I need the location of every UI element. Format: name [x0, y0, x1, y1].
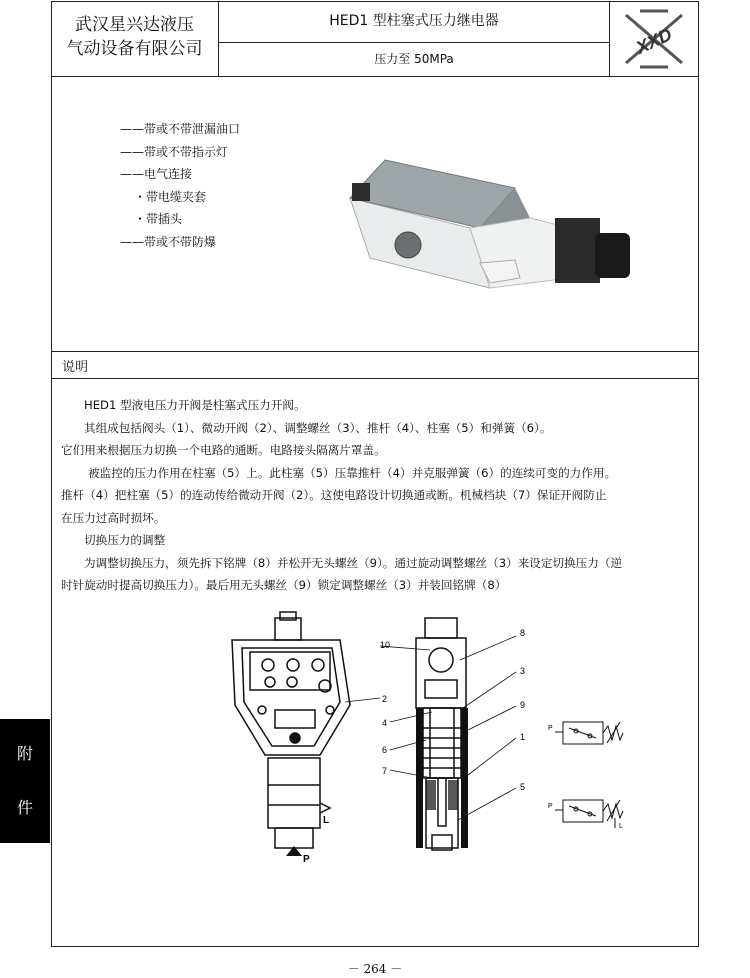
company-name-line2: 气动设备有限公司	[66, 39, 203, 59]
logo-text: XXD	[633, 24, 675, 58]
technical-diagram	[220, 610, 640, 880]
section-view-drawing	[416, 618, 466, 850]
feature-item: ・带插头	[134, 212, 183, 226]
description-line: 其组成包括阀头（1）、微动开阀（2）、调整螺丝（3）、推杆（4）、柱塞（5）和弹簧（6）。	[84, 420, 552, 435]
appendix-tab-char: 附	[16, 744, 33, 763]
description-line: 时针旋动时提高切换压力）。最后用无头螺丝（9）锁定调整螺丝（3）并装回铭牌（8）	[61, 578, 507, 592]
description-line: HED1 型液电压力开阀是柱塞式压力开阀。	[84, 398, 306, 412]
label-divider	[51, 378, 699, 379]
front-view-drawing	[232, 612, 350, 848]
callout-label: 3	[520, 666, 526, 676]
symbol-lower-p-label: P	[548, 803, 553, 810]
callout-label: 6	[382, 745, 388, 755]
feature-item: ・带电缆夹套	[134, 189, 207, 204]
header-divider	[51, 76, 699, 77]
symbol-lower-l-label: L	[619, 823, 623, 830]
port-p-label: P	[303, 854, 310, 865]
description-line: 被监控的压力作用在柱塞（5）上。此柱塞（5）压靠推杆（4）并克服弹簧（6）的连续可变的力作用。	[88, 465, 617, 480]
company-name-line1: 武汉星兴达液压	[75, 15, 194, 35]
appendix-tab	[0, 719, 50, 843]
description-line: 推杆（4）把柱塞（5）的连动传给微动开阀（2）。这使电路设计切换通或断。机械档块（7）保证开阀防止	[61, 488, 607, 502]
hydraulic-symbol-lower	[555, 800, 623, 828]
callout-label: 4	[382, 718, 388, 728]
company-logo	[609, 1, 699, 77]
description-text	[61, 394, 692, 597]
feature-item: ——电气连接	[120, 167, 193, 181]
photo-divider	[51, 351, 699, 352]
callout-label: 10	[380, 640, 391, 650]
description-line: 在压力过高时损坏。	[61, 510, 166, 525]
product-subtitle: 压力至 50MPa	[374, 52, 454, 66]
callout-label: 9	[520, 700, 526, 710]
feature-item: ——带或不带指示灯	[120, 144, 229, 159]
product-photo	[330, 148, 650, 298]
product-title: HED1 型柱塞式压力继电器	[219, 1, 609, 43]
feature-item: ——带或不带泄漏油口	[120, 122, 241, 136]
page-number: － 264 －	[347, 962, 403, 976]
hydraulic-symbol-upper	[555, 722, 623, 744]
description-line: 切换压力的调整	[84, 533, 166, 547]
description-line: 它们用来根据压力切换一个电路的通断。电路接头隔离片罩盖。	[61, 443, 386, 457]
section-label: 说明	[62, 360, 89, 375]
feature-item: ——带或不带防爆	[120, 234, 217, 249]
callout-label: 2	[382, 694, 388, 704]
callout-label: 7	[382, 766, 388, 776]
callout-label: 5	[520, 782, 526, 792]
callout-label: 8	[520, 628, 526, 638]
port-l-label: L	[323, 815, 330, 826]
description-line: 为调整切换压力，须先拆下铭牌（8）并松开无头螺丝（9）。通过旋动调整螺丝（3）来设定切换压力（逆	[84, 555, 623, 570]
appendix-tab-char: 件	[16, 798, 33, 817]
company-name	[51, 1, 219, 77]
symbol-upper-p-label: P	[548, 725, 553, 732]
callout-label: 1	[520, 732, 526, 742]
feature-list	[120, 118, 240, 253]
